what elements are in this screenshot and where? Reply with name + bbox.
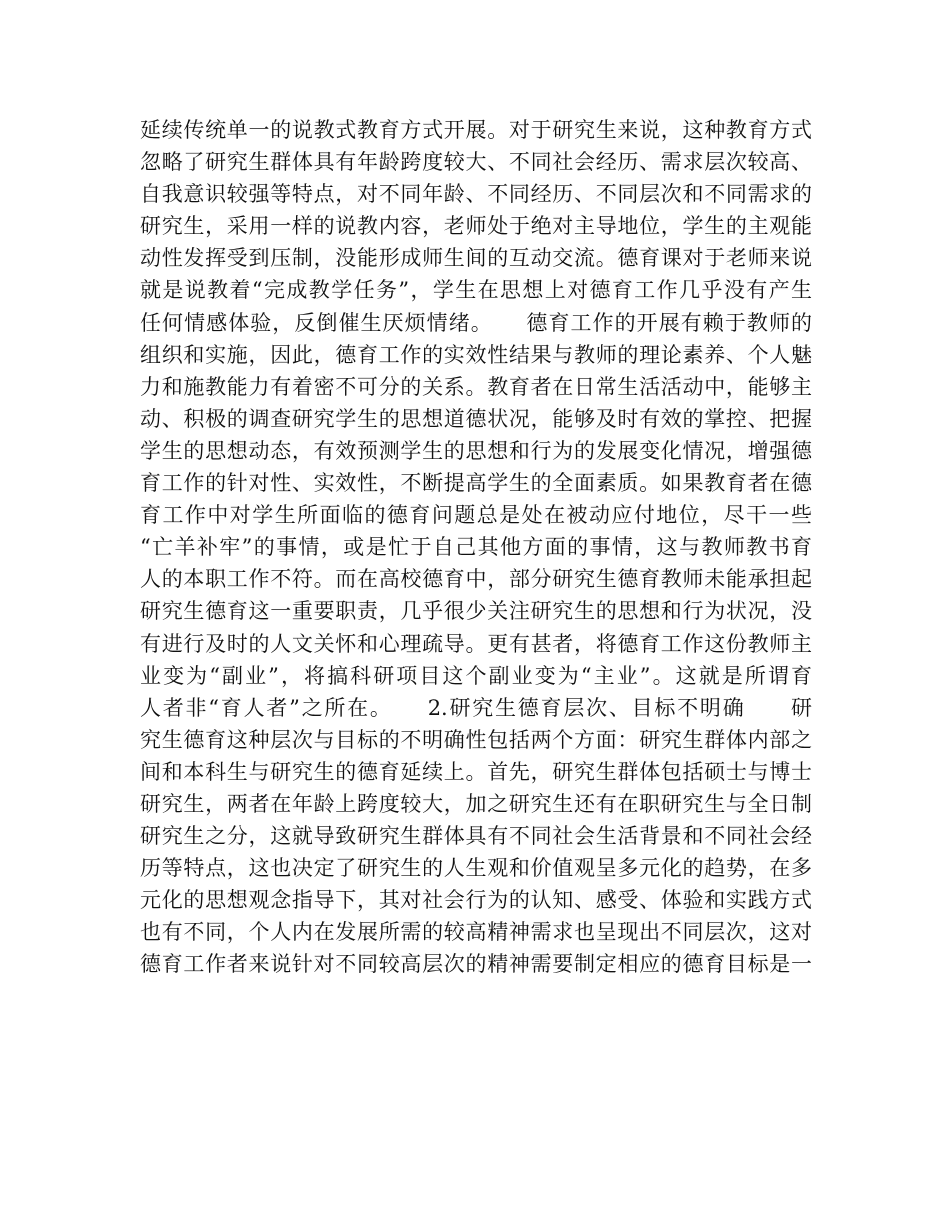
text-line: 学生的思想动态，有效预测学生的思想和行为的发展变化情况，增强德 bbox=[140, 438, 812, 463]
text-line: 延续传统单一的说教式教育方式开展。对于研究生来说，这种教育方式 bbox=[140, 118, 812, 142]
text-line: 自我意识较强等特点，对不同年龄、不同经历、不同层次和不同需求的 bbox=[140, 182, 812, 207]
text-line: 育工作中对学生所面临的德育问题总是处在被动应付地位，尽干一些 bbox=[140, 503, 812, 528]
text-line: 业变为“副业”，将搞科研项目这个副业变为“主业”。这就是所谓育 bbox=[140, 663, 812, 688]
text-line: 动性发挥受到压制，没能形成师生间的互动交流。德育课对于老师来说 bbox=[140, 246, 812, 271]
text-line: “亡羊补牢”的事情，或是忙于自己其他方面的事情，这与教师教书育 bbox=[140, 535, 812, 560]
text-line: 力和施教能力有着密不可分的关系。教育者在日常生活活动中，能够主 bbox=[140, 374, 812, 399]
text-line: 究生德育这种层次与目标的不明确性包括两个方面：研究生群体内部之 bbox=[140, 727, 812, 752]
text-line: 人者非“育人者”之所在。 2.研究生德育层次、目标不明确 研 bbox=[140, 695, 812, 720]
text-line: 也有不同，个人内在发展所需的较高精神需求也呈现出不同层次，这对 bbox=[140, 920, 812, 945]
text-line: 研究生，采用一样的说教内容，老师处于绝对主导地位，学生的主观能 bbox=[140, 214, 812, 239]
text-line: 动、积极的调查研究学生的思想道德状况，能够及时有效的掌控、把握 bbox=[140, 406, 812, 431]
text-line: 人的本职工作不符。而在高校德育中，部分研究生德育教师未能承担起 bbox=[140, 567, 812, 592]
text-line: 有进行及时的人文关怀和心理疏导。更有甚者，将德育工作这份教师主 bbox=[140, 631, 812, 656]
text-line: 德育工作者来说针对不同较高层次的精神需要制定相应的德育目标是一 bbox=[140, 952, 812, 977]
text-line: 育工作的针对性、实效性，不断提高学生的全面素质。如果教育者在德 bbox=[140, 471, 812, 496]
text-line: 就是说教着“完成教学任务”，学生在思想上对德育工作几乎没有产生 bbox=[140, 278, 812, 303]
text-line: 组织和实施，因此，德育工作的实效性结果与教师的理论素养、个人魅 bbox=[140, 342, 812, 367]
text-line: 忽略了研究生群体具有年龄跨度较大、不同社会经历、需求层次较高、 bbox=[140, 150, 812, 175]
body-text bbox=[140, 114, 812, 981]
text-line: 任何情感体验，反倒催生厌烦情绪。 德育工作的开展有赖于教师的 bbox=[140, 310, 812, 335]
text-line: 元化的思想观念指导下，其对社会行为的认知、感受、体验和实践方式 bbox=[140, 888, 812, 913]
text-line: 研究生，两者在年龄上跨度较大，加之研究生还有在职研究生与全日制 bbox=[140, 791, 812, 816]
text-line: 间和本科生与研究生的德育延续上。首先，研究生群体包括硕士与博士 bbox=[140, 759, 812, 784]
text-line: 研究生德育这一重要职责，几乎很少关注研究生的思想和行为状况，没 bbox=[140, 599, 812, 624]
text-line: 历等特点，这也决定了研究生的人生观和价值观呈多元化的趋势，在多 bbox=[140, 856, 812, 881]
text-line: 研究生之分，这就导致研究生群体具有不同社会生活背景和不同社会经 bbox=[140, 824, 812, 849]
